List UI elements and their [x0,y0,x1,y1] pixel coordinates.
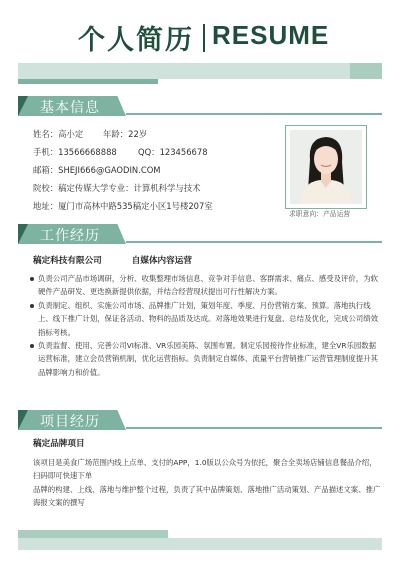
work-heading [33,254,192,266]
company-name: 稿定科技有限公司 [33,256,102,266]
section-heading-work [18,224,382,244]
title-divider [203,24,205,52]
info-row-qq [138,146,208,158]
qq-label: QQ： [138,147,160,157]
project-paragraph: 品牌的构建、上线、落地与维护整个过程，负责了其中品牌策划、落地推广活动策划、产品描述文案、推广海报文案的撰写 [33,484,381,508]
info-row-address [33,200,213,212]
name-value: 高小定 [58,129,84,139]
work-bullet-list [30,272,382,379]
phone-label: 手机： [33,147,59,157]
school-value: 稿定传媒大学专业：计算机科学与技术 [58,183,201,193]
address-label: 地址： [33,201,59,211]
section-title-project: 项目经历 [40,414,100,430]
profile-photo [290,130,362,204]
decorative-band-bottom-accent [18,530,168,538]
phone-value: 13566668888 [58,147,117,157]
age-label: 年龄： [103,129,129,139]
section-heading-project [18,410,382,430]
info-row-phone [33,146,117,158]
job-intention-caption: 求职意向：产品运营 [289,210,351,218]
section-heading-basic [18,96,382,116]
list-item: 负责公司产品市场调研，分析、收集整理市场信息、竞争对手信息、客群需求、痛点、感受及评价，为软硬件产品研发、更迭换新提供依据，并结合经营现状提出可行性解决方案。 [30,272,382,299]
header [0,18,400,58]
section-rule [126,113,382,115]
info-row-name [33,128,83,140]
title-chinese: 个人简历 [78,25,194,56]
email-value: SHEJI666@GAODIN.COM [58,165,161,175]
school-label: 院校： [33,183,59,193]
info-row-school [33,182,201,194]
list-item: 负责监督、使用、完善公司VI标准、VR乐园美陈、氛围布置。制定乐园接待作业标准，建全VR乐园数据运营标准，建立会员营销机制，优化运营指标。负责制定自媒体、流量平台营销推广运营管理制度提升其品牌影响力和价值。 [30,339,382,379]
decorative-band-bottom [18,538,382,550]
project-description [33,456,383,510]
decorative-band-top-accent [18,79,158,84]
photo-frame [285,125,367,209]
project-title: 稿定品牌项目 [33,439,85,449]
name-label: 姓名： [33,129,59,139]
decorative-band-top [18,63,382,79]
project-paragraph: 该项目是美食广场范围内线上点单、支付的APP，1.0版以公众号为依托，聚合全卖场店铺信息餐品介绍，扫码即可快速下单 [33,458,377,481]
address-value: 厦门市高林中路535稿定小区1号楼207室 [58,201,213,211]
section-rule [126,427,382,429]
title-english: RESUME [212,20,330,50]
qq-value: 123456678 [159,147,208,157]
job-position: 自媒体内容运营 [131,256,192,266]
section-title-basic: 基本信息 [40,100,100,116]
email-label: 邮箱： [33,165,59,175]
age-value: 22岁 [128,129,148,139]
info-row-age [103,128,147,140]
info-row-email [33,164,161,176]
section-rule [126,241,382,243]
list-item: 负责制定、组织、实施公司市场、品牌推广计划，策划年度、季度、月份营销方案、预算。落地执行线上、线下推广计划，保证各活动、物料的品质及达成。对落地效果进行复盘、总结及优化，完成公司绩效指标考核。 [30,299,382,339]
decorative-band-top-edge [350,63,382,79]
section-title-work: 工作经历 [40,228,100,244]
profile-photo-illustration [290,130,362,204]
